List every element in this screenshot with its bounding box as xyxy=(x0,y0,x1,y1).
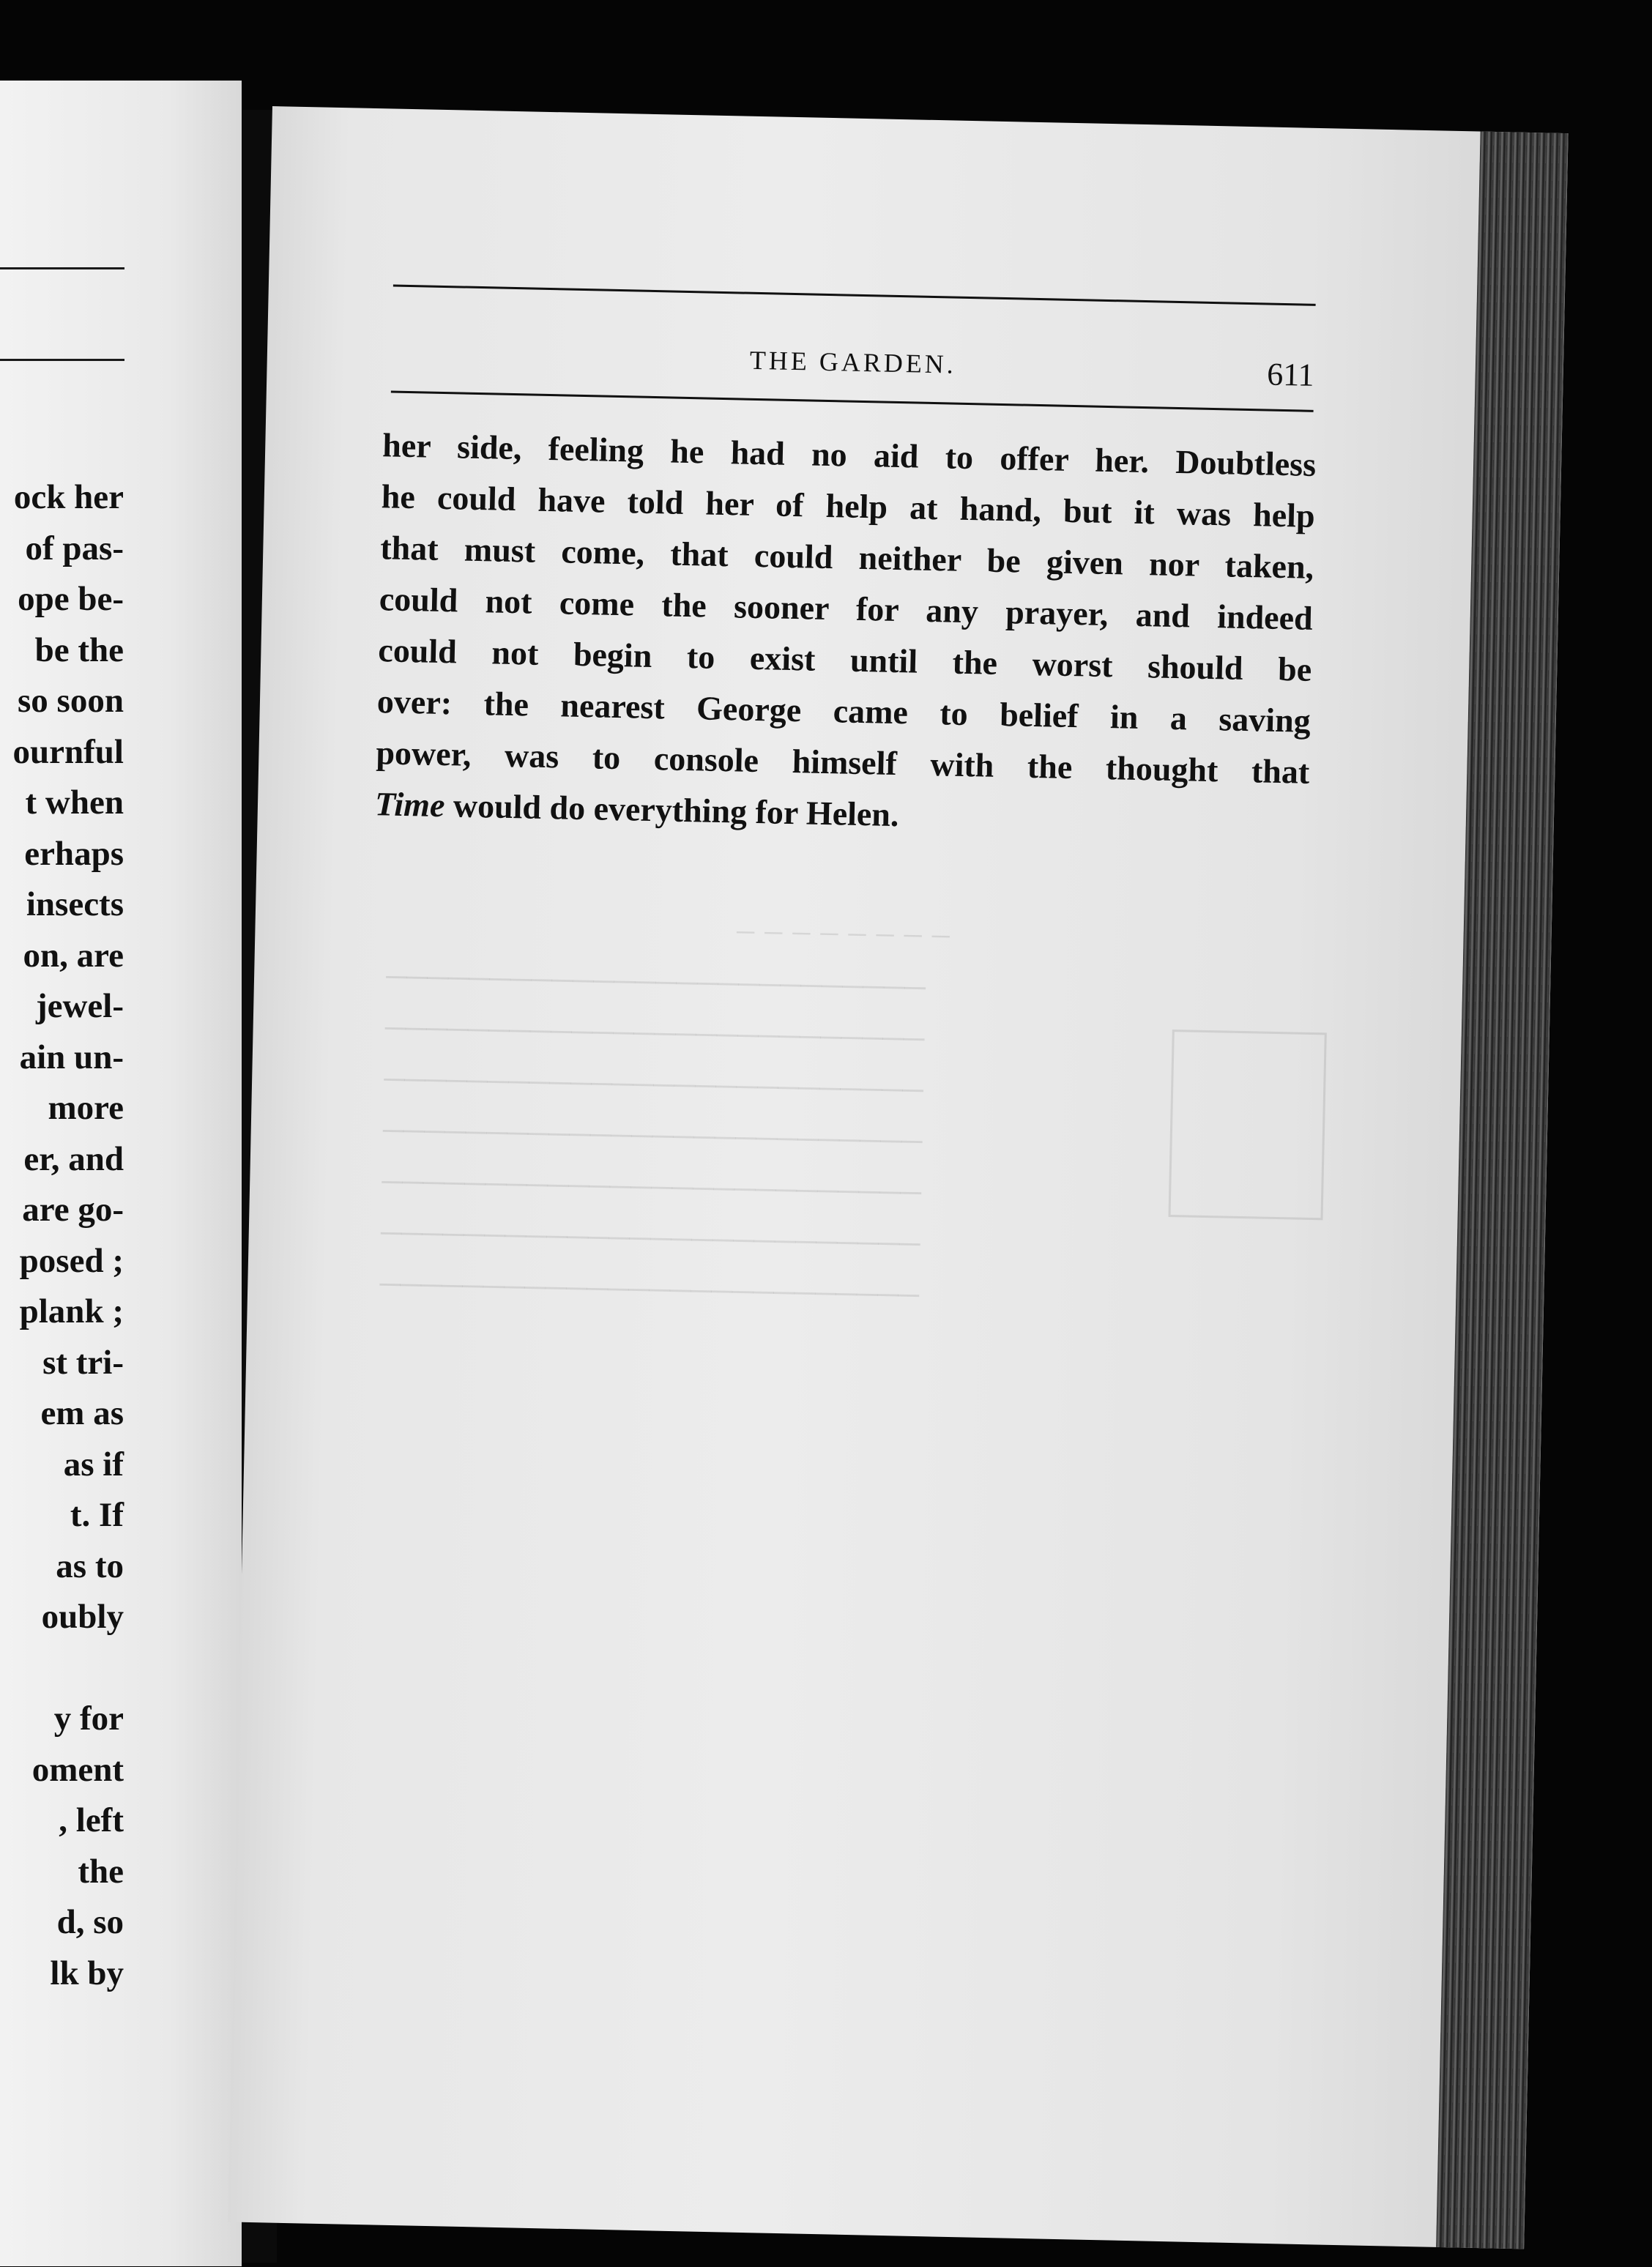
left-text-line: be the xyxy=(34,630,124,669)
left-text-line: of pas- xyxy=(25,529,124,567)
left-text-line: more xyxy=(48,1089,124,1127)
text-line: her side, feeling he had no aid to offer her. Doubtless xyxy=(382,426,1317,483)
left-text-line: on, are xyxy=(23,936,124,975)
left-text-line: ain un- xyxy=(19,1038,124,1076)
left-text-line: oment xyxy=(31,1750,124,1789)
page-number: 611 xyxy=(1266,356,1315,393)
left-text-line: t. If xyxy=(70,1496,124,1534)
left-page-rule-bottom xyxy=(0,359,124,361)
body-text xyxy=(374,420,1316,849)
left-text-line: the xyxy=(78,1852,124,1891)
left-text-line: ournful xyxy=(12,732,124,771)
left-text-line: oubly xyxy=(41,1598,124,1636)
left-text-line: insects xyxy=(26,885,124,923)
left-text-line: ope be- xyxy=(18,580,124,618)
left-text-line: so soon xyxy=(18,682,124,720)
left-text-line: jewel- xyxy=(35,987,124,1025)
italic-word: Time xyxy=(374,785,445,824)
left-text-line: t when xyxy=(25,783,124,822)
left-text-line: er, and xyxy=(23,1139,124,1178)
left-text-line: lk by xyxy=(50,1954,124,1992)
text-line: over: the nearest George came to belief in a saving xyxy=(376,682,1311,740)
left-text-line: ock her xyxy=(13,478,124,516)
last-line-rest: would do everything for Helen. xyxy=(444,786,899,834)
running-title: THE GARDEN. xyxy=(749,345,957,379)
running-head xyxy=(391,337,1314,400)
header-rule-top xyxy=(393,285,1316,306)
left-text-line: as to xyxy=(56,1546,124,1585)
left-page-rule-top xyxy=(0,267,124,269)
text-line: power, was to console himself with the thought that xyxy=(376,734,1310,791)
left-text-line: em as xyxy=(40,1394,124,1432)
text-line: he could have told her of help at hand, but it was help xyxy=(381,477,1316,535)
right-page xyxy=(228,106,1568,2249)
left-text-line: erhaps xyxy=(24,834,124,873)
left-page xyxy=(0,81,242,2266)
left-text-line: d, so xyxy=(56,1903,124,1941)
left-text-line: as if xyxy=(63,1445,124,1484)
left-text-line xyxy=(0,1643,128,1694)
text-line: could not begin to exist until the worst should be xyxy=(377,631,1312,688)
left-text-line: y for xyxy=(53,1700,124,1738)
show-through-text: ──────── ────────────────────────── ────────────────────────── ────────────────────────── ────────────────────────── ────────────────────────── ────────────────────────── ────────────────────────── xyxy=(379,918,961,1311)
text-line: could not come the sooner for any prayer, and indeed xyxy=(379,580,1314,637)
page-edge xyxy=(1436,132,1568,2249)
text-line: that must come, that could neither be given nor taken, xyxy=(379,529,1314,586)
left-text-line: are go- xyxy=(22,1191,124,1229)
show-through-illustration xyxy=(1168,1030,1326,1220)
left-page-text xyxy=(0,472,128,1999)
left-text-line: plank ; xyxy=(19,1292,124,1330)
left-text-line: st tri- xyxy=(42,1343,124,1382)
left-text-line: , left xyxy=(59,1801,124,1839)
left-text-line: posed ; xyxy=(19,1241,124,1280)
